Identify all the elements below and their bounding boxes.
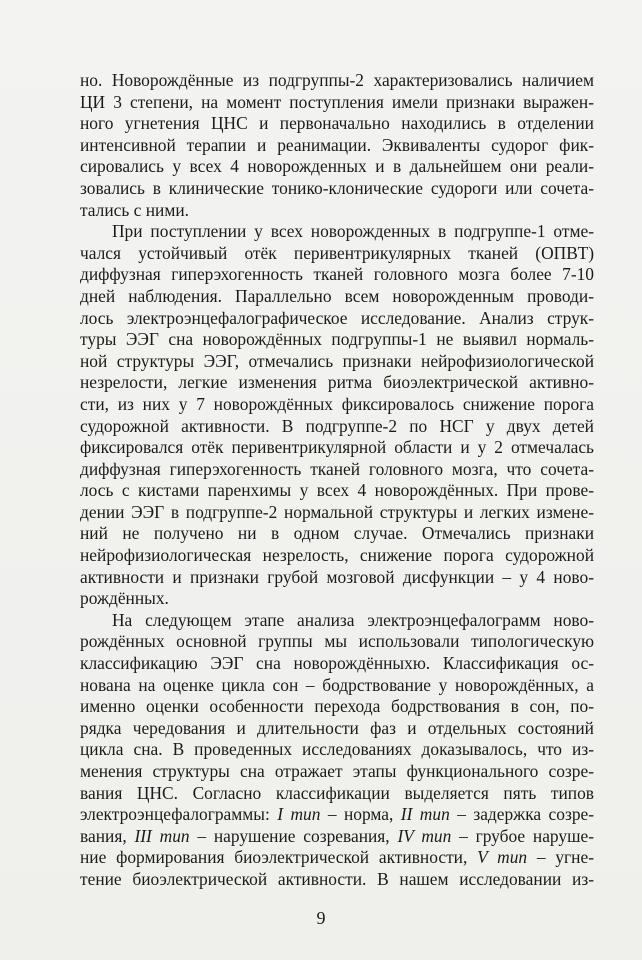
text-line: интенсивной терапии и реанимации. Эквиваленты судорог фик- xyxy=(80,134,594,155)
italic-text: V тип xyxy=(477,847,528,868)
page-number: 9 xyxy=(316,908,326,928)
text-line: незрелости, легкие изменения ритма биоэлектрической активно- xyxy=(80,372,594,393)
text-line: вания ЦНС. Согласно классификации выделяется пять типов xyxy=(80,782,594,803)
text-line xyxy=(80,826,594,848)
italic-text: I тип xyxy=(277,804,321,825)
text-line: сти, из них у 7 новорождённых фиксировалось снижение порога xyxy=(80,393,594,414)
text-line: дении ЭЭГ в подгруппе-2 нормальной структуры и легких измене- xyxy=(80,501,594,522)
italic-text: II тип xyxy=(400,804,450,825)
text-line: ЦИ 3 степени, на момент поступления имели признаки выражен- xyxy=(80,91,594,112)
text-line: судорожной активности. В подгруппе-2 по НСГ у двух детей xyxy=(80,415,594,436)
text-line: нована на оценке цикла сон – бодрствование у новорождённых, а xyxy=(80,674,594,695)
text-line: рождённых основной группы мы использовали типологическую xyxy=(80,631,594,652)
text-line: При поступлении у всех новорожденных в подгруппе-1 отме- xyxy=(112,221,594,242)
text-line: ной структуры ЭЭГ, отмечались признаки нейрофизиологической xyxy=(80,350,594,371)
text-line: нейрофизиологическая незрелость, снижение порога судорожной xyxy=(80,545,594,566)
text-line: чался устойчивый отёк перивентрикулярных тканей (ОПВТ) xyxy=(80,242,594,263)
text-span: вания, xyxy=(80,825,135,846)
text-line: классификацию ЭЭГ сна новорождённыхю. Классификация ос- xyxy=(80,653,594,674)
text-line: рождённых. xyxy=(80,588,169,609)
text-line: но. Новорождённые из подгруппы-2 характеризовались наличием xyxy=(80,70,594,90)
text-line xyxy=(80,847,594,869)
text-line: менения структуры сна отражает этапы функционального созре- xyxy=(80,761,594,781)
text-line: тались с ними. xyxy=(80,199,190,220)
text-line: лось электроэнцефалографическое исследование. Анализ струк- xyxy=(80,307,594,328)
text-line: ного угнетения ЦНС и первоначально находились в отделении xyxy=(80,113,594,134)
text-line: рядка чередования и длительности фаз и отдельных состояний xyxy=(80,717,594,738)
text-span: электроэнцефалограммы: xyxy=(80,804,278,825)
text-span: – нарушение созревания, xyxy=(189,825,398,846)
text-line: зовались в клинические тонико-клонические судороги или сочета- xyxy=(80,177,594,198)
text-line: именно оценки особенности перехода бодрствования в сон, по- xyxy=(80,696,594,717)
text-line: туры ЭЭГ сна новорождённых подгруппы-1 не выявил нормаль- xyxy=(80,329,594,350)
text-span: ние формирования биоэлектрической активности, xyxy=(80,847,478,868)
text-span: – грубое наруше- xyxy=(451,825,594,846)
text-span: – задержка созре- xyxy=(449,804,595,825)
italic-text: III тип xyxy=(134,825,190,846)
text-line: фиксировался отёк перивентрикулярной области и у 2 отмечалась xyxy=(80,437,594,458)
text-line: ний не получено ни в одном случае. Отмечались признаки xyxy=(80,523,594,544)
text-line xyxy=(80,804,594,826)
text-line: цикла сна. В проведенных исследованиях доказывалось, что из- xyxy=(80,739,594,760)
text-line: диффузная гиперэхогенность тканей головного мозга более 7-10 xyxy=(80,264,594,285)
text-line: лось с кистами паренхимы у всех 4 новорождённых. При прове- xyxy=(80,480,594,501)
text-line: активности и признаки грубой мозговой дисфункции – у 4 ново- xyxy=(80,566,594,587)
text-line: тение биоэлектрической активности. В нашем исследовании из- xyxy=(80,868,594,889)
text-line: дней наблюдения. Параллельно всем новорожденным проводи- xyxy=(80,285,594,306)
text-line: диффузная гиперэхогенность тканей головного мозга, что сочета- xyxy=(80,458,594,479)
italic-text: IV тип xyxy=(397,825,452,846)
text-span: – угне- xyxy=(527,847,594,868)
text-span: – норма, xyxy=(320,804,401,825)
body-text xyxy=(80,70,594,891)
text-line: сировались у всех 4 новорожденных и в дальнейшем они реали- xyxy=(80,156,594,177)
text-line: На следующем этапе анализа электроэнцефалограмм ново- xyxy=(112,609,594,630)
